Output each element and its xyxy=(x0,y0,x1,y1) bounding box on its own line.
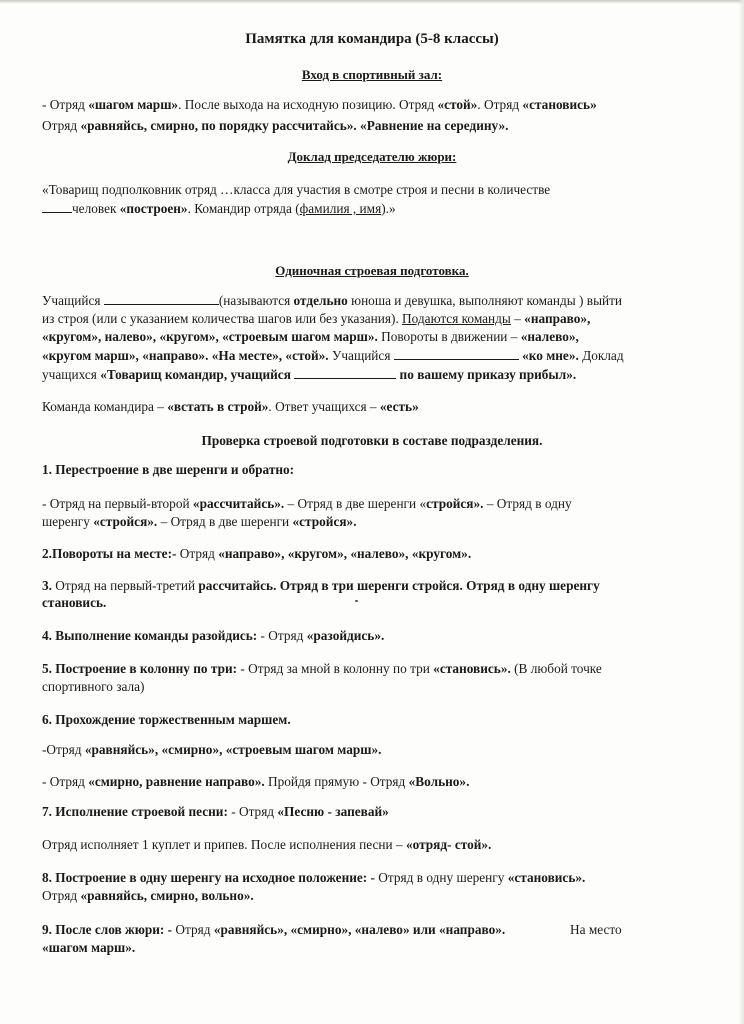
single-line-4: «кругом марш», «направо». «На месте», «стой». Учащийся «ко мне». Доклад xyxy=(42,348,624,363)
item-7-line-1: 7. Исполнение строевой песни: - Отряд «Песню - запевай» xyxy=(42,804,389,819)
item-9-line-1: 9. После слов жюри: - Отряд «равняйсь», «смирно», «налево» или «направо». xyxy=(42,922,506,937)
section-heading-entry: Вход в спортивный зал: xyxy=(301,67,443,82)
single-line-6: Команда командира – «встать в строй». Ответ учащихся – «есть» xyxy=(42,399,419,414)
blank-line xyxy=(42,200,72,213)
item-8-line-1: 8. Построение в одну шеренгу на исходное положение: - Отряд в одну шеренгу «становись». xyxy=(42,870,586,885)
section-heading-unit: Проверка строевой подготовки в составе подразделения. xyxy=(201,433,543,448)
entry-line-2: Отряд «равняйсь, смирно, по порядку рассчитайсь». «Равнение на середину». xyxy=(42,118,509,133)
section-heading-single: Одиночная строевая подготовка. xyxy=(275,263,469,278)
item-1-line-2: шеренгу «стройся». – Отряд в две шеренги «стройся». xyxy=(42,514,357,529)
entry-line-1: - Отряд «шагом марш». После выхода на исходную позицию. Отряд «стой». Отряд «становись» xyxy=(42,97,597,112)
item-9-aside: На место xyxy=(570,922,622,937)
item-1-line-1: - Отряд на первый-второй «рассчитайсь». – Отряд в две шеренги «стройся». – Отряд в одну xyxy=(42,496,572,511)
single-line-2: из строя (или с указанием количества шагов или без указания). Подаются команды – «направо», xyxy=(42,311,591,326)
item-6-line-1: -Отряд «равняйсь», «смирно», «строевым шагом марш». xyxy=(42,742,382,757)
blank-line xyxy=(104,292,219,305)
item-7-line-2: Отряд исполняет 1 куплет и припев. После исполнения песни – «отряд- стой». xyxy=(42,837,492,852)
section-heading-report: Доклад председателю жюри: xyxy=(287,149,457,164)
item-1-heading: 1. Перестроение в две шеренги и обратно: xyxy=(42,462,295,477)
single-line-3: «кругом», налево», «кругом», «строевым шагом марш». Повороты в движении – «налево», xyxy=(42,329,579,344)
item-6-heading: 6. Прохождение торжественным маршем. xyxy=(42,712,291,727)
item-3-line-1: 3. Отряд на первый-третий рассчитайсь. Отряд в три шеренги стройся. Отряд в одну шеренгу xyxy=(42,578,600,593)
item-6-line-2: - Отряд «смирно, равнение направо». Пройдя прямую - Отряд «Вольно». xyxy=(42,774,470,789)
item-4-line: 4. Выполнение команды разойдись: - Отряд «разойдись». xyxy=(42,628,385,643)
item-5-line-2: спортивного зала) xyxy=(42,679,145,694)
item-8-line-2: Отряд «равняйсь, смирно, вольно». xyxy=(42,888,254,903)
report-line-2: человек «построен». Командир отряда (фамилия , имя).» xyxy=(42,200,396,217)
report-line-1: «Товарищ подполковник отряд …класса для участия в смотре строя и песни в количестве xyxy=(42,182,551,197)
page-title: Памятка для командира (5-8 классы) xyxy=(245,31,499,47)
blank-line xyxy=(394,347,519,360)
scan-speck xyxy=(355,600,358,602)
item-9-line-2: «шагом марш». xyxy=(42,940,136,955)
scan-edge-top xyxy=(0,0,744,4)
item-3-line-2: становись. xyxy=(42,595,107,610)
blank-line xyxy=(294,366,396,379)
item-5-line-1: 5. Построение в колонну по три: - Отряд за мной в колонну по три «становись». (В любой точке xyxy=(42,661,602,676)
item-2-line: 2.Повороты на месте:- Отряд «направо», «кругом», «налево», «кругом». xyxy=(42,546,472,561)
single-line-1: Учащийся (называются отдельно юноша и девушка, выполняют команды ) выйти xyxy=(42,293,623,308)
single-line-5: учащихся «Товарищ командир, учащийся по вашему приказу прибыл». xyxy=(42,367,577,382)
